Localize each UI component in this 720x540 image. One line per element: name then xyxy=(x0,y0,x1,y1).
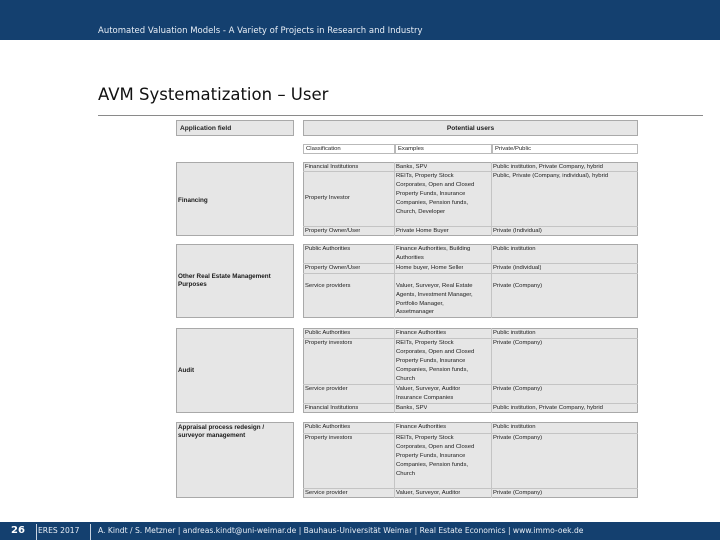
table-cell: Public institution xyxy=(493,424,536,430)
table-cell: Private (Company) xyxy=(493,435,543,441)
table-cell: Property investors xyxy=(305,340,353,346)
grid-line xyxy=(303,338,638,339)
grid-line xyxy=(303,403,638,404)
grid-line xyxy=(303,433,638,434)
table-cell: Public institution xyxy=(493,246,536,252)
table-cell: Property Funds, Insurance xyxy=(396,191,466,197)
table-cell: Church xyxy=(396,471,415,477)
user-systematization-table xyxy=(176,118,638,498)
subheader-private-public: Private/Public xyxy=(492,144,638,154)
table-cell: Property investors xyxy=(305,435,353,441)
users-box-other-management xyxy=(303,244,638,318)
table-cell: Public institution xyxy=(493,330,536,336)
field-label-financing: Financing xyxy=(178,197,208,204)
slide-title: AVM Systematization – User xyxy=(98,85,329,104)
table-cell: Property Owner/User xyxy=(305,265,361,271)
footer-divider xyxy=(36,524,37,540)
grid-line xyxy=(303,263,638,264)
table-cell: Service provider xyxy=(305,386,348,392)
footer-divider xyxy=(90,524,91,540)
table-cell: Private (Company) xyxy=(493,490,543,496)
table-cell: Church, Developer xyxy=(396,209,446,215)
table-cell: Property Investor xyxy=(305,195,350,201)
table-cell: Authorities xyxy=(396,255,424,261)
table-cell: Finance Authorities, Building xyxy=(396,246,471,252)
grid-line xyxy=(394,162,395,236)
table-cell: Insurance Companies xyxy=(396,395,454,401)
table-cell: Banks, SPV xyxy=(396,164,428,170)
footer-text: A. Kindt / S. Metzner | andreas.kindt@uni-weimar.de | Bauhaus-Universität Weimar | Real Estate Economics | www.immo-oek.de xyxy=(98,526,584,535)
grid-line xyxy=(303,384,638,385)
footer-bar xyxy=(0,522,720,540)
table-cell: Property Funds, Insurance xyxy=(396,453,466,459)
table-cell: Property Funds, Insurance xyxy=(396,358,466,364)
grid-line xyxy=(303,488,638,489)
table-cell: Home buyer, Home Seller xyxy=(396,265,464,271)
table-cell: Corporates, Open and Closed xyxy=(396,182,475,188)
table-cell: Public Authorities xyxy=(305,330,351,336)
field-label-appraisal: Appraisal process redesign / surveyor management xyxy=(178,424,265,440)
table-cell: Public Authorities xyxy=(305,246,351,252)
grid-line xyxy=(491,162,492,236)
table-cell: REITs, Property Stock xyxy=(396,340,454,346)
table-cell: Banks, SPV xyxy=(396,405,428,411)
table-cell: Public institution, Private Company, hybrid xyxy=(493,164,603,170)
grid-line xyxy=(491,328,492,413)
table-cell: Service providers xyxy=(305,283,351,289)
table-cell: Finance Authorities xyxy=(396,424,447,430)
table-cell: Corporates, Open and Closed xyxy=(396,444,475,450)
table-cell: Private (Company) xyxy=(493,340,543,346)
table-cell: Public Authorities xyxy=(305,424,351,430)
table-cell: Corporates, Open and Closed xyxy=(396,349,475,355)
table-cell: Companies, Pension funds, xyxy=(396,462,469,468)
table-cell: Financial Institutions xyxy=(305,405,359,411)
table-cell: Valuer, Surveyor, Auditor xyxy=(396,386,461,392)
header-bar xyxy=(0,0,720,40)
table-cell: Public, Private (Company, individual), hybrid xyxy=(493,173,609,179)
header-text: Automated Valuation Models - A Variety of Projects in Research and Industry xyxy=(98,26,423,36)
field-label-other-management: Other Real Estate Management Purposes xyxy=(178,273,271,289)
conference-label: ERES 2017 xyxy=(38,526,80,535)
header-application-field: Application field xyxy=(176,120,294,136)
grid-line xyxy=(491,244,492,318)
table-cell: Agents, Investment Manager, xyxy=(396,292,473,298)
grid-line xyxy=(394,328,395,413)
table-cell: Service provider xyxy=(305,490,348,496)
table-cell: Finance Authorities xyxy=(396,330,447,336)
table-cell: Valuer, Surveyor, Auditor xyxy=(396,490,461,496)
table-cell: Assetmanager xyxy=(396,309,434,315)
grid-line xyxy=(394,244,395,318)
grid-line xyxy=(303,226,638,227)
field-label-audit: Audit xyxy=(178,367,195,374)
table-cell: Private (Company) xyxy=(493,283,543,289)
table-cell: Private Home Buyer xyxy=(396,228,449,234)
page-number: 26 xyxy=(11,525,25,536)
title-divider xyxy=(98,115,703,116)
users-box-audit xyxy=(303,328,638,413)
table-cell: Valuer, Surveyor, Real Estate xyxy=(396,283,473,289)
table-cell: Financial Institutions xyxy=(305,164,359,170)
table-cell: Public institution, Private Company, hybrid xyxy=(493,405,603,411)
table-cell: Companies, Pension funds, xyxy=(396,200,469,206)
header-potential-users: Potential users xyxy=(303,120,638,136)
subheader-examples: Examples xyxy=(395,144,492,154)
table-cell: REITs, Property Stock xyxy=(396,173,454,179)
table-cell: Private (Company) xyxy=(493,386,543,392)
table-cell: Portfolio Manager, xyxy=(396,301,444,307)
table-cell: REITs, Property Stock xyxy=(396,435,454,441)
table-cell: Property Owner/User xyxy=(305,228,361,234)
subheader-classification: Classification xyxy=(303,144,395,154)
grid-line xyxy=(303,273,638,274)
table-cell: Church xyxy=(396,376,415,382)
table-cell: Companies, Pension funds, xyxy=(396,367,469,373)
table-cell: Private (individual) xyxy=(493,265,542,271)
table-cell: Private (Individual) xyxy=(493,228,542,234)
